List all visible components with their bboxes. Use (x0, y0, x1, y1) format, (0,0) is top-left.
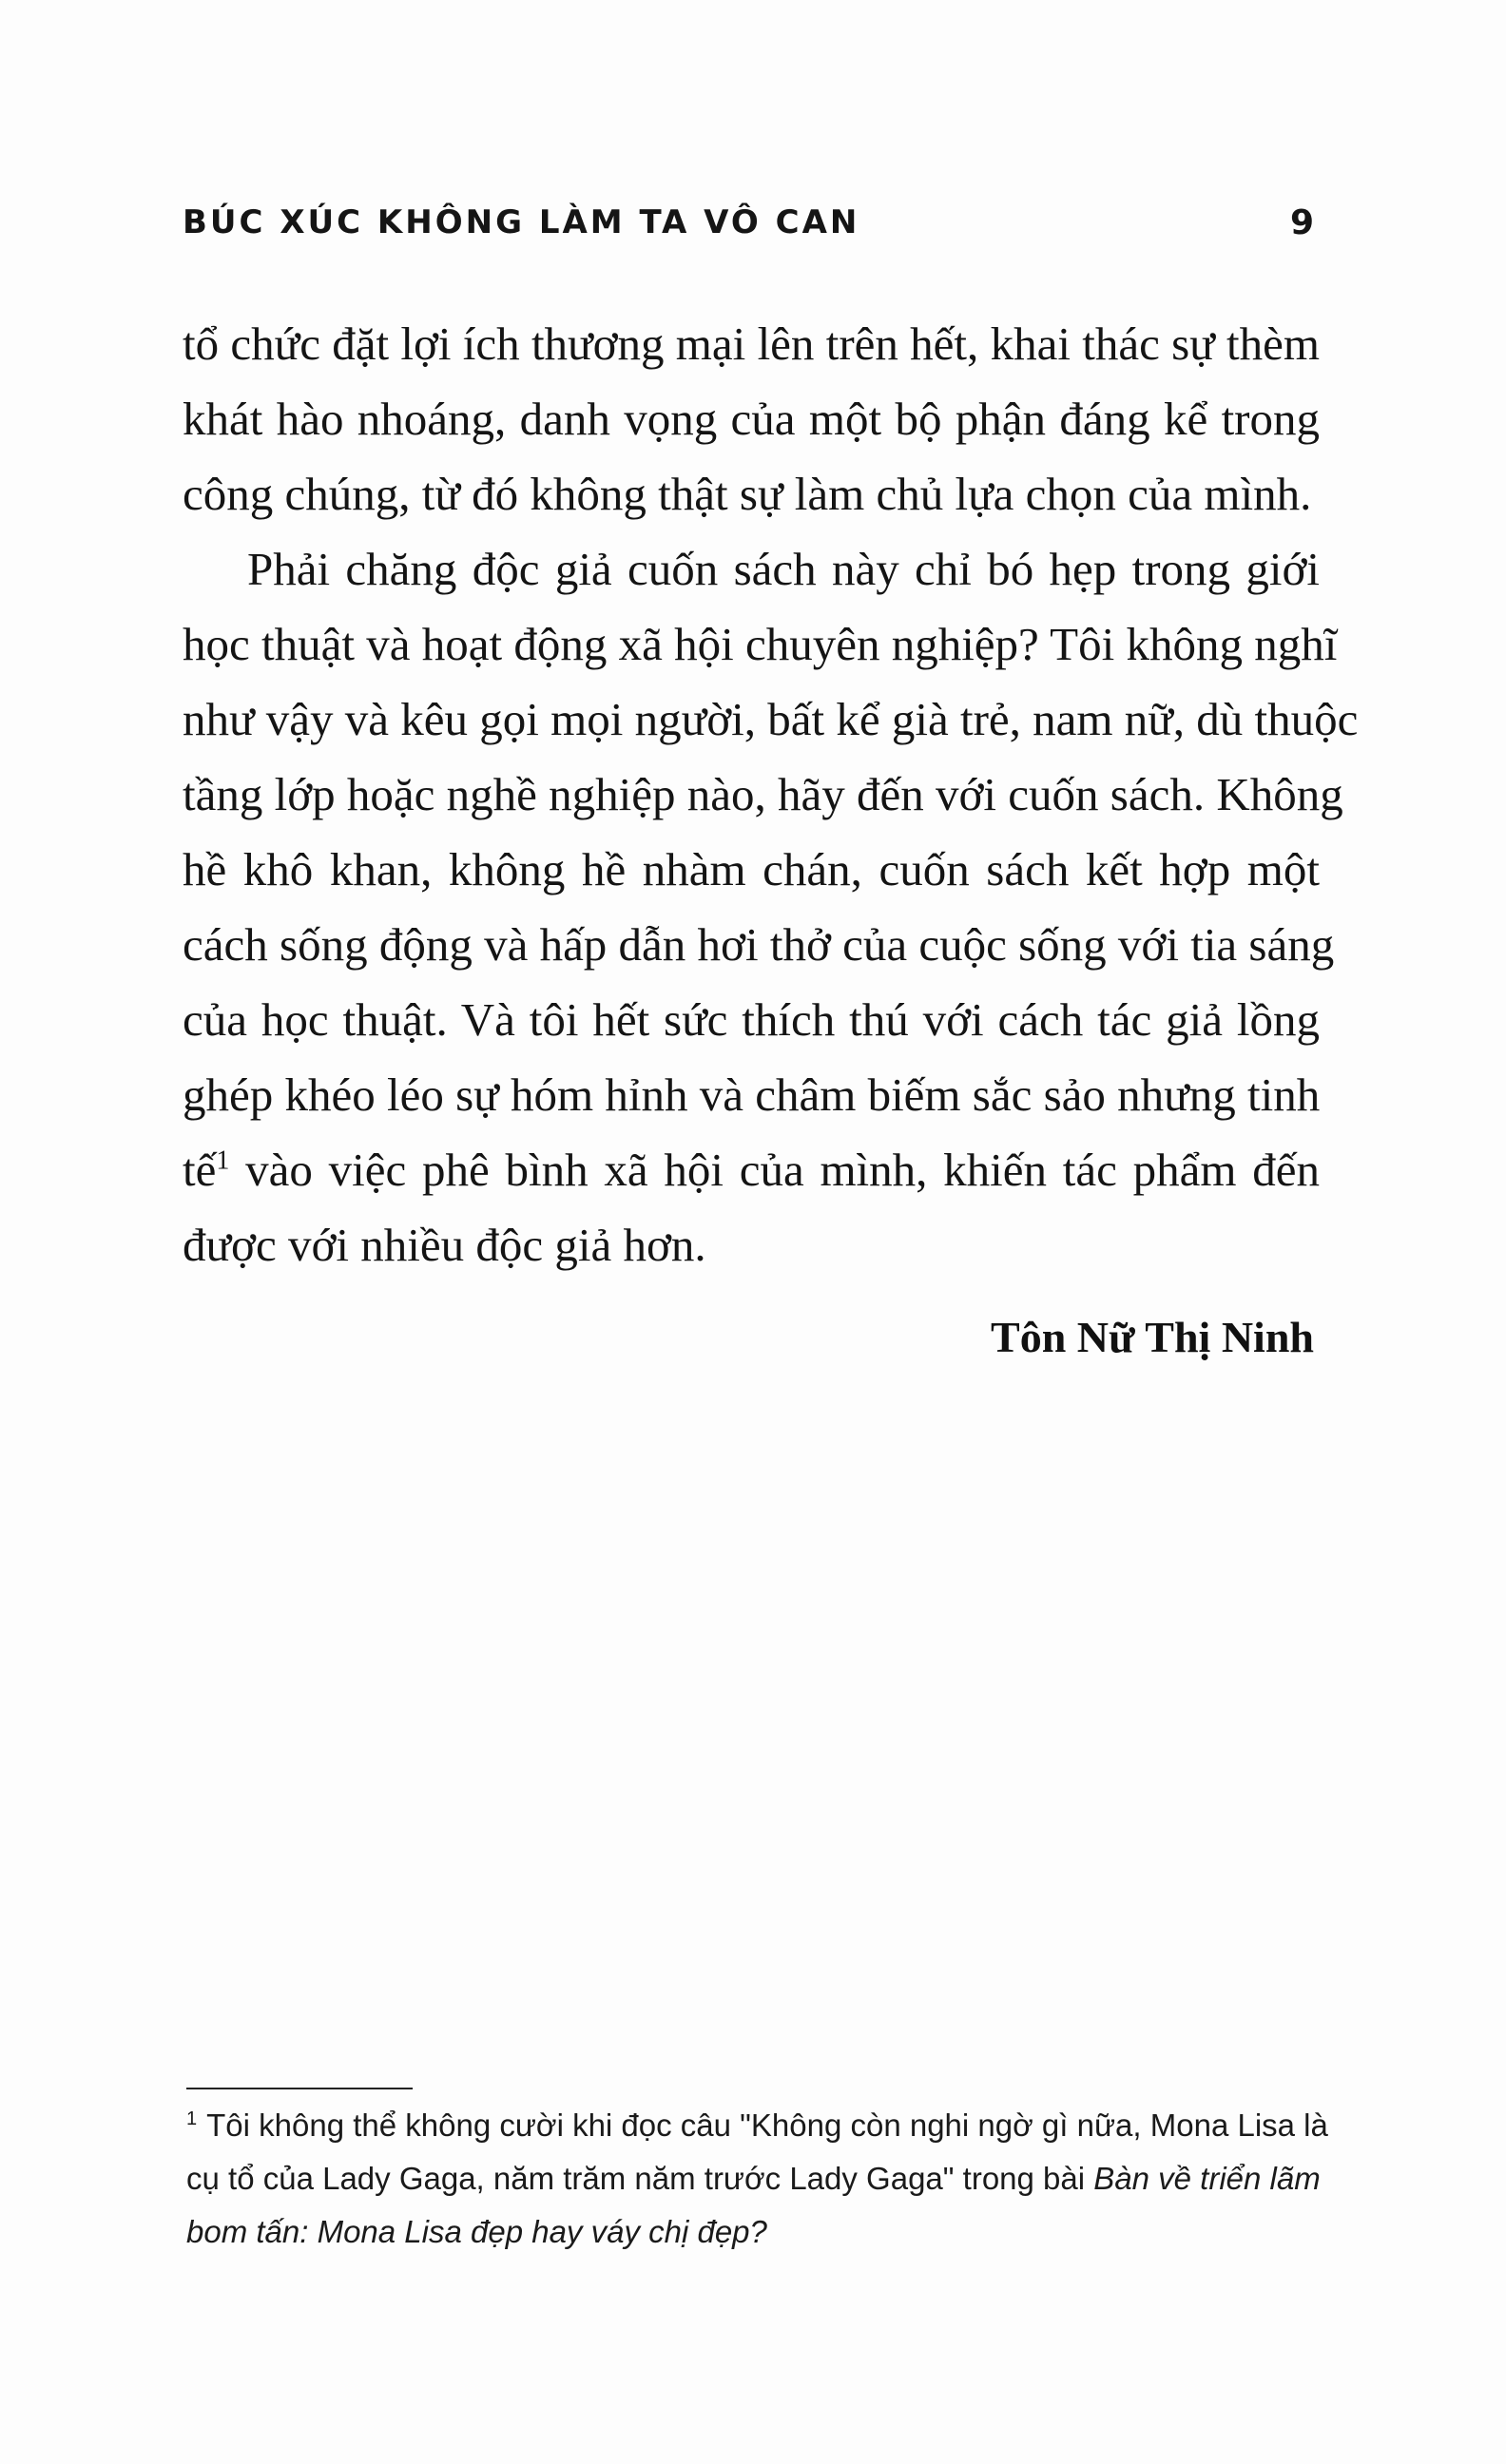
body-line: của học thuật. Và tôi hết sức thích thú với cách tác giả lồng (183, 993, 1320, 1046)
body-line: được với nhiều độc giả hơn. (183, 1219, 706, 1271)
footnote-reference: 1 (216, 1145, 230, 1176)
footnote-line (186, 2152, 1321, 2205)
body-line: học thuật và hoạt động xã hội chuyên nghiệp? Tôi không nghĩ (183, 618, 1338, 670)
body-text (183, 306, 1359, 1282)
body-line: tầng lớp hoặc nghề nghiệp nào, hãy đến với cuốn sách. Không (183, 768, 1343, 820)
running-header (183, 203, 1314, 260)
footnote-line (186, 2099, 1328, 2152)
running-header-title: BÚC XÚC KHÔNG LÀM TA VÔ CAN (183, 203, 860, 241)
paragraph-start-line: Phải chăng độc giả cuốn sách này chỉ bó hẹp trong giới (247, 543, 1320, 595)
body-line: tổ chức đặt lợi ích thương mại lên trên hết, khai thác sự thèm (183, 318, 1320, 370)
footnote (186, 2099, 1328, 2259)
body-line: như vậy và kêu gọi mọi người, bất kể già trẻ, nam nữ, dù thuộc (183, 693, 1359, 745)
footnote-text: cụ tổ của Lady Gaga, năm trăm năm trước Lady Gaga" trong bài (186, 2161, 1086, 2196)
footnote-divider (186, 2088, 413, 2089)
author-signature: Tôn Nữ Thị Ninh (991, 1313, 1314, 1361)
body-line-with-footnote (183, 1132, 1320, 1207)
footnote-article-title: Bàn về triển lãm (1093, 2161, 1321, 2196)
body-line: hề khô khan, không hề nhàm chán, cuốn sách kết hợp một (183, 843, 1320, 895)
footnote-text: Tôi không thể không cười khi đọc câu "Không còn nghi ngờ gì nữa, Mona Lisa là (206, 2108, 1328, 2143)
body-line: cách sống động và hấp dẫn hơi thở của cuộc sống với tia sáng (183, 918, 1335, 971)
page-number: 9 (1289, 203, 1314, 242)
body-line-rest: vào việc phê bình xã hội của mình, khiến tác phẩm đến (245, 1144, 1320, 1196)
body-line: khát hào nhoáng, danh vọng của một bộ phận đáng kể trong (183, 393, 1320, 445)
body-line-start: tế (183, 1144, 217, 1196)
footnote-number: 1 (186, 2108, 198, 2129)
footnote-article-title-cont: bom tấn: Mona Lisa đẹp hay váy chị đẹp? (186, 2214, 767, 2249)
body-line: công chúng, từ đó không thật sự làm chủ lựa chọn của mình. (183, 468, 1312, 520)
body-line: ghép khéo léo sự hóm hỉnh và châm biếm sắc sảo nhưng tinh (183, 1068, 1321, 1121)
